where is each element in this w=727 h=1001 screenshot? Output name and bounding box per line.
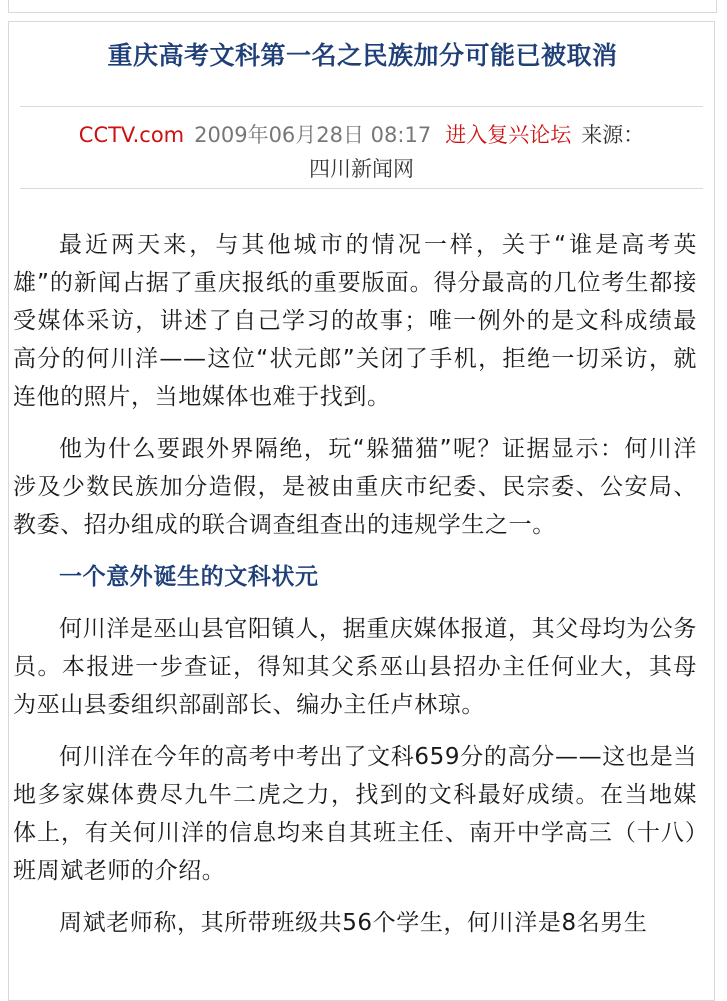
previous-panel-edge	[8, 0, 717, 13]
source-label: 来源：	[581, 123, 645, 147]
article-meta	[20, 118, 703, 186]
paragraph: 周斌老师称，其所带班级共56个学生，何川洋是8名男生	[59, 910, 648, 936]
paragraph: 何川洋在今年的高考中考出了文科659分的高分——这也是当地多家媒体费尽九牛二虎之力，找到的文科最好成绩。在当地媒体上，有关何川洋的信息均来自其班主任、南开中学高三（十八）班周斌老师的介绍。	[13, 744, 697, 884]
title-divider	[20, 106, 703, 107]
article-body	[13, 226, 697, 956]
source-name: 四川新闻网	[309, 157, 414, 181]
paragraph: 最近两天来，与其他城市的情况一样，关于“谁是高考英雄”的新闻占据了重庆报纸的重要版面。得分最高的几位考生都接受媒体采访，讲述了自己学习的故事；唯一例外的是文科成绩最高分的何川洋——这位“状元郎”关闭了手机，拒绝一切采访，就连他的照片，当地媒体也难于找到。	[13, 232, 697, 410]
publish-datetime: 2009年06月28日 08:17	[194, 123, 432, 147]
article-title: 重庆高考文科第一名之民族加分可能已被取消	[107, 41, 618, 70]
meta-divider	[20, 188, 703, 189]
paragraph: 他为什么要跟外界隔绝，玩“躲猫猫”呢？证据显示：何川洋涉及少数民族加分造假，是被由重庆市纪委、民宗委、公安局、教委、招办组成的联合调查组查出的违规学生之一。	[13, 436, 697, 538]
forum-link[interactable]: 进入复兴论坛	[445, 123, 572, 147]
section-heading: 一个意外诞生的文科状元	[59, 564, 319, 590]
site-name: CCTV.com	[78, 123, 185, 147]
paragraph: 何川洋是巫山县官阳镇人，据重庆媒体报道，其父母均为公务员。本报进一步查证，得知其父系巫山县招办主任何业大，其母为巫山县委组织部副部长、编办主任卢林琼。	[13, 616, 697, 718]
